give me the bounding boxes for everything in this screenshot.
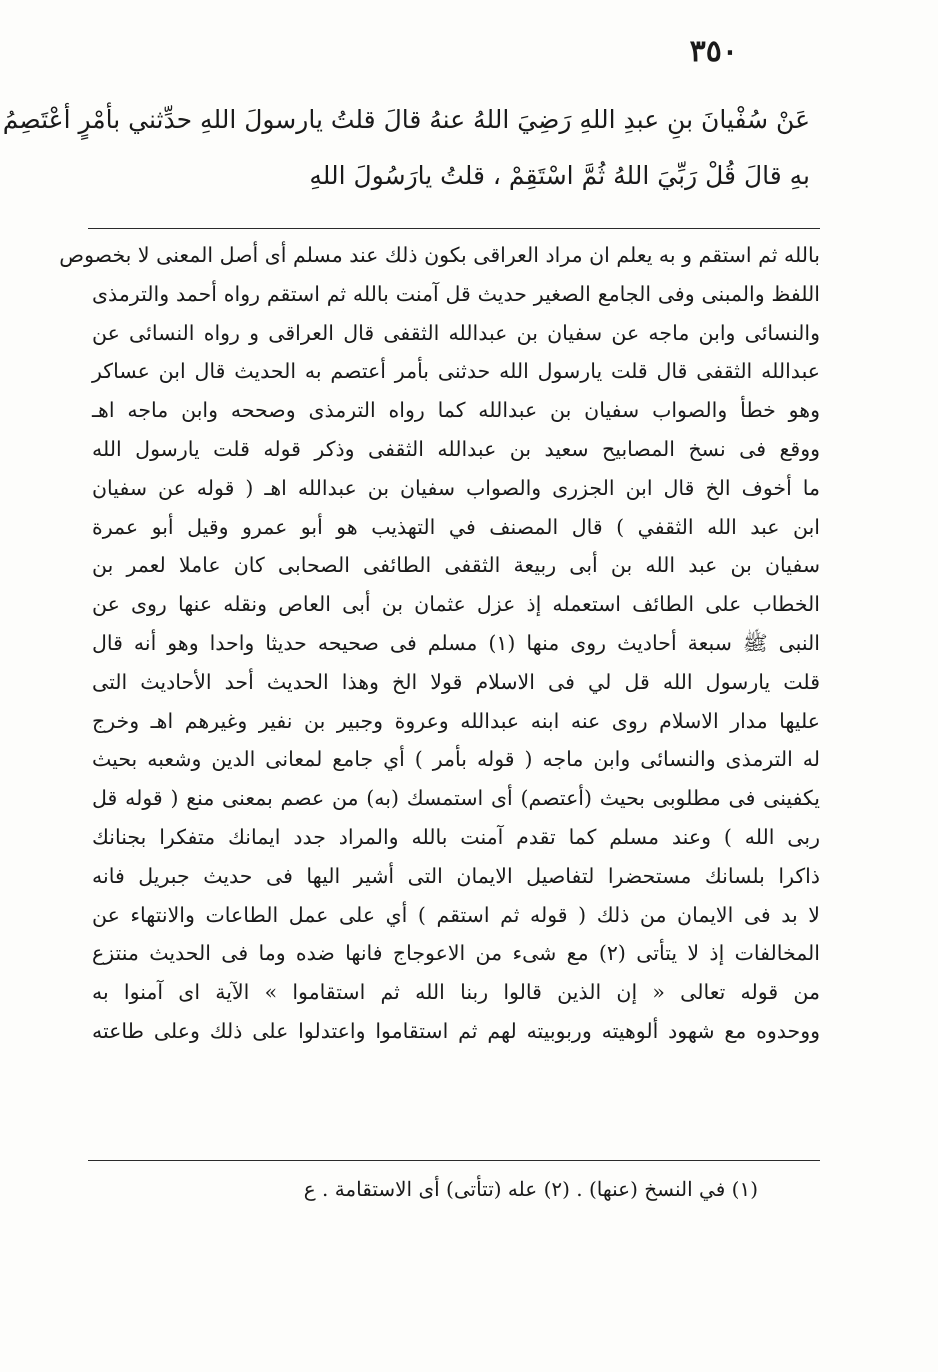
commentary-line: عليها مدار الاسلام روى عنه ابنه عبدالله وعروة وجبير بن نفير وغيرهم اهـ وخرج (92, 708, 820, 733)
hadith-text (2, 92, 810, 204)
top-divider (88, 228, 820, 229)
commentary-line: عبدالله الثقفى قال قلت يارسول الله حدثنى بأمر أعتصم به الحديث قال ابن عساكر (92, 359, 820, 384)
commentary-line: وهو خطأ والصواب سفيان بن عبدالله كما رواه الترمذى وصححه وابن ماجه اهـ (92, 398, 820, 423)
commentary-line: ربى الله ) وعند مسلم كما تقدم آمنت بالله والمراد جدد ايمانك متفكرا بجنانك (92, 824, 820, 849)
commentary-line: ووقع فى نسخ المصابيح سعيد بن عبدالله الثقفى وذكر قوله قلت يارسول الله (92, 436, 820, 461)
commentary-line: قلت يارسول الله قل لي فى الاسلام قولا الخ وهذا الحديث أحد الأحاديث التى (92, 669, 820, 694)
commentary-line: ما أخوف الخ قال ابن الجزرى والصواب سفيان بن عبدالله اهـ ( قوله عن سفيان (92, 475, 820, 500)
commentary-line: ابن عبد الله الثقفي ) قال المصنف في التهذيب هو أبو عمرو وقيل أبو عمرة (92, 514, 820, 539)
commentary-line: اللفظ والمبنى وفى الجامع الصغير حديث قل آمنت بالله ثم استقم رواه أحمد والترمذى (92, 281, 820, 306)
hadith-line: بهِ قالَ قُلْ رَبِّيَ اللهُ ثُمَّ اسْتَقِمْ ، قلتُ يارَسُولَ اللهِ (309, 161, 810, 190)
commentary-line: المخالفات إذ لا يتأتى (٢) مع شىء من الاعوجاج فانها ضده وما فى الحديث منتزع (92, 941, 821, 966)
commentary-line: والنسائى وابن ماجه عن سفيان بن عبدالله الثقفى قال العراقى و رواه النسائى عن (92, 320, 820, 345)
commentary-line: الخطاب على الطائف استعمله إذ عزل عثمان بن أبى العاص ونقله عنها روى عن (92, 592, 820, 617)
commentary-line: له الترمذى والنسائى وابن ماجه ( قوله بأمر ) أي جامع لمعانى الدين وشعبه بحيث (92, 747, 820, 772)
commentary-line: النبى ﷺ سبعة أحاديث روى منها (١) مسلم فى صحيحه حديثا واحدا وهو أنه قال (92, 630, 820, 655)
commentary-line: بالله ثم استقم و به يعلم ان مراد العراقى بكون ذلك عند مسلم أى أصل المعنى لا بخصوص (59, 243, 820, 267)
commentary-line: يكفينى فى مطلوبى بحيث (أعتصم) أى استمسك (به) من عصم بمعنى منع ( قوله قل (92, 786, 820, 811)
commentary-line: لا بد فى الايمان من ذلك ( قوله ثم استقم ) أي على عمل الطاعات والانتهاء عن (92, 902, 820, 927)
commentary-line: من قوله تعالى « إن الذين قالوا ربنا الله ثم استقاموا » الآية اى آمنوا به (92, 980, 820, 1005)
commentary-text (59, 236, 821, 1051)
bottom-divider (88, 1160, 820, 1161)
hadith-line: عَنْ سُفْيانَ بنِ عبدِ اللهِ رَضِيَ اللهُ عنهُ قالَ قلتُ يارسولَ اللهِ حدِّثني بأمْرٍ أعْتَصِمُ (2, 105, 810, 134)
page-number: ٣٥٠ (689, 34, 738, 69)
commentary-line: سفيان بن عبد الله بن أبى ربيعة الثقفى الطائفى الصحابى كان عاملا لعمر بن (92, 553, 820, 578)
commentary-line: ووحدوه مع شهود ألوهيته وربوبيته لهم ثم استقاموا واعتدلوا على ذلك وعلى طاعته (92, 1018, 820, 1043)
commentary-line: ذاكرا بلسانك مستحضرا لتفاصيل الايمان التى أشير اليها فى حديث جبريل فانه (92, 863, 820, 888)
footnote: (١) في النسخ (عنها) . (٢) عله (تتأتى) أى الاستقامة . ع (303, 1177, 758, 1201)
